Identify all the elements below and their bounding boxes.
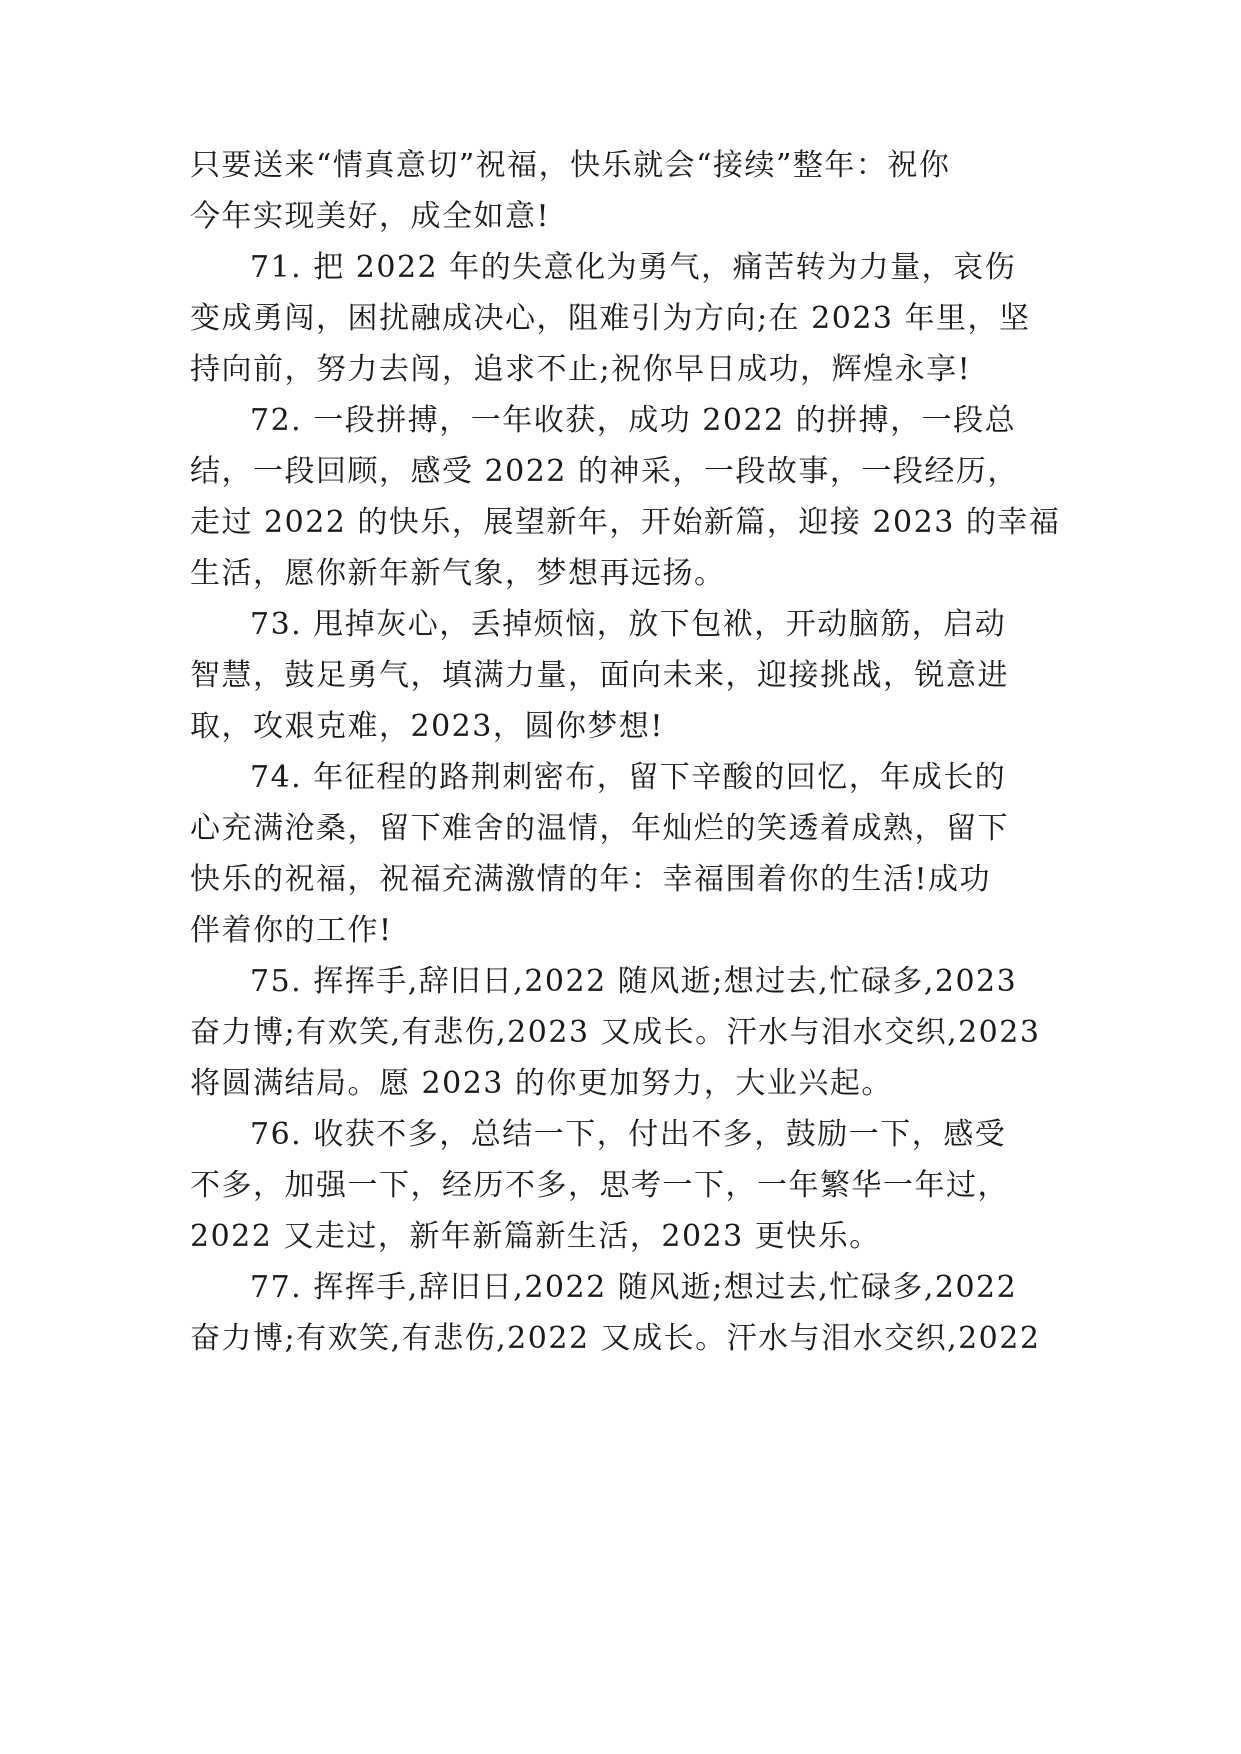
text-line: 走过 2022 的快乐，展望新年，开始新篇，迎接 2023 的幸福 xyxy=(190,505,1061,540)
text-line: 2022 又走过，新年新篇新生活，2023 更快乐。 xyxy=(190,1219,881,1254)
text-line: 生活，愿你新年新气象，梦想再远扬。 xyxy=(190,556,726,591)
text-line: 变成勇闯，困扰融成决心，阻难引为方向;在 2023 年里，坚 xyxy=(190,301,1031,336)
item-73-line: 73. 甩掉灰心，丢掉烦恼，放下包袱，开动脑筋，启动 xyxy=(250,607,1007,642)
text-line: 只要送来“情真意切”祝福，快乐就会“接续”整年：祝你 xyxy=(190,148,951,183)
text-line: 奋力博;有欢笑,有悲伤,2023 又成长。汗水与泪水交织,2023 xyxy=(190,1015,1041,1050)
text-line: 持向前，努力去闯，追求不止;祝你早日成功，辉煌永享! xyxy=(190,352,972,387)
text-line: 伴着你的工作! xyxy=(190,913,393,948)
item-76-line: 76. 收获不多，总结一下，付出不多，鼓励一下，感受 xyxy=(250,1117,1007,1152)
item-74-line: 74. 年征程的路荆刺密布，留下辛酸的回忆，年成长的 xyxy=(250,760,1007,795)
text-line: 取，攻艰克难，2023，圆你梦想! xyxy=(190,709,664,744)
text-line: 不多，加强一下，经历不多，思考一下，一年繁华一年过， xyxy=(190,1168,1009,1203)
text-line: 将圆满结局。愿 2023 的你更加努力，大业兴起。 xyxy=(190,1066,893,1101)
text-line: 奋力博;有欢笑,有悲伤,2022 又成长。汗水与泪水交织,2022 xyxy=(190,1321,1041,1356)
text-line: 心充满沧桑，留下难舍的温情，年灿烂的笑透着成熟，留下 xyxy=(190,811,1009,846)
text-line: 智慧，鼓足勇气，填满力量，面向未来，迎接挑战，锐意进 xyxy=(190,658,1009,693)
text-line: 今年实现美好，成全如意! xyxy=(190,199,551,234)
item-75-line: 75. 挥挥手,辞旧日,2022 随风逝;想过去,忙碌多,2023 xyxy=(250,964,1018,999)
text-line: 快乐的祝福，祝福充满激情的年：幸福围着你的生活!成功 xyxy=(190,862,992,897)
item-77-line: 77. 挥挥手,辞旧日,2022 随风逝;想过去,忙碌多,2022 xyxy=(250,1270,1018,1305)
text-line: 结，一段回顾，感受 2022 的神采，一段故事，一段经历， xyxy=(190,454,1019,489)
item-72-line: 72. 一段拼搏，一年收获，成功 2022 的拼搏，一段总 xyxy=(250,403,1017,438)
item-71-line: 71. 把 2022 年的失意化为勇气，痛苦转为力量，哀伤 xyxy=(250,250,1017,285)
